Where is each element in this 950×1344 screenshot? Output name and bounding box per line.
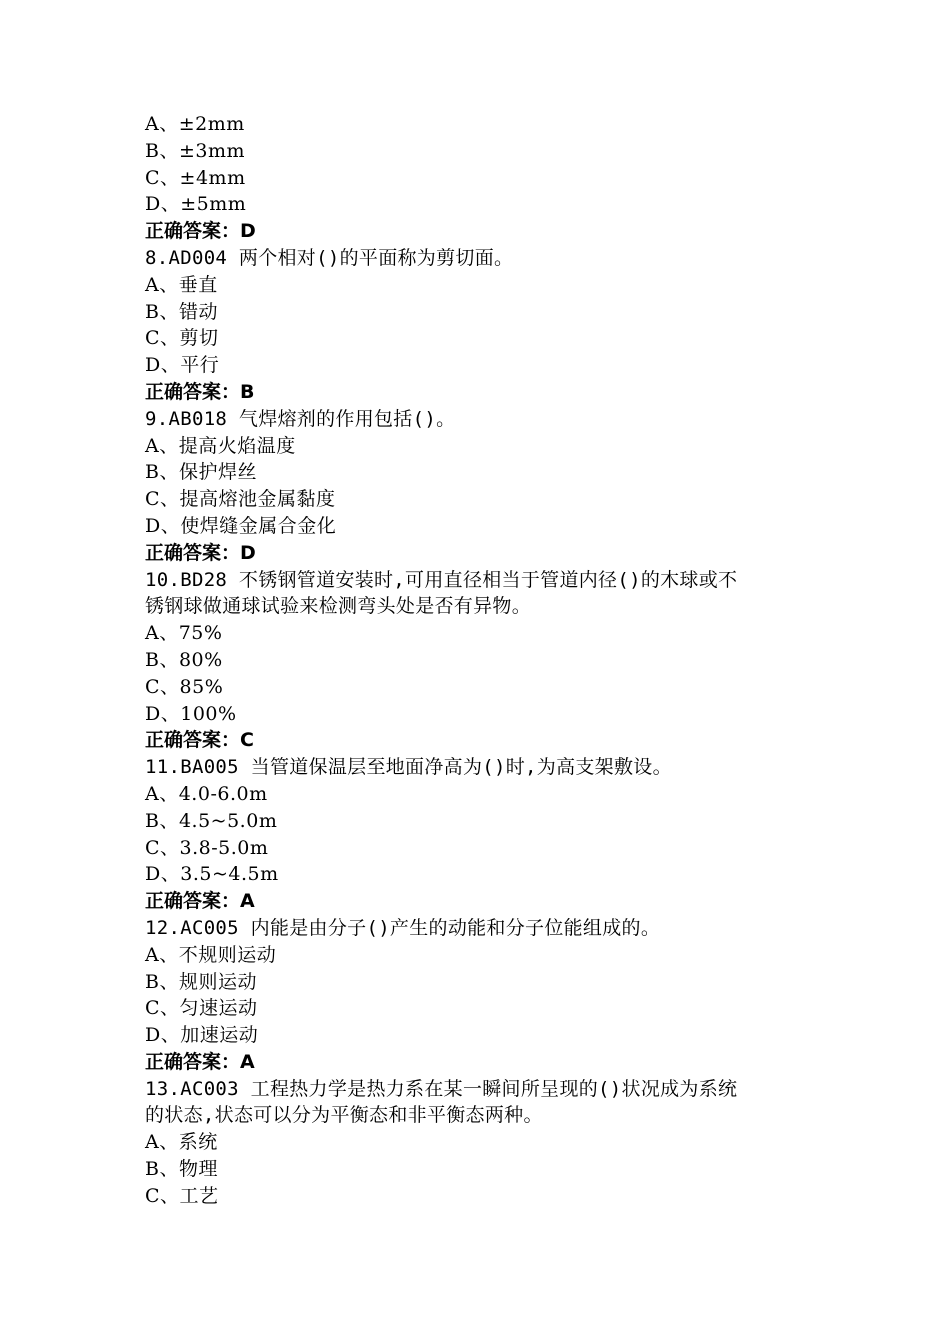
question-stem: 13.AC003 工程热力学是热力系在某一瞬间所呈现的()状况成为系统 <box>145 1077 738 1100</box>
option-a: A、4.0-6.0m <box>145 782 268 805</box>
option-d: D、平行 <box>145 354 220 377</box>
correct-answer: 正确答案：A <box>145 1050 255 1073</box>
option-d: D、±5mm <box>145 193 247 216</box>
option-c: C、剪切 <box>145 327 219 350</box>
option-b: B、4.5~5.0m <box>145 809 278 832</box>
option-a: A、垂直 <box>145 273 218 296</box>
option-a: A、提高火焰温度 <box>145 434 296 457</box>
option-c: C、85% <box>145 675 224 698</box>
option-a: A、系统 <box>145 1131 218 1154</box>
option-a: A、75% <box>145 622 223 645</box>
option-c: C、匀速运动 <box>145 997 258 1020</box>
question-stem-continued: 的状态,状态可以分为平衡态和非平衡态两种。 <box>145 1104 543 1127</box>
option-b: B、错动 <box>145 300 218 323</box>
option-d: D、100% <box>145 702 237 725</box>
correct-answer: 正确答案：D <box>145 220 256 243</box>
question-stem: 11.BA005 当管道保温层至地面净高为()时,为高支架敷设。 <box>145 756 672 779</box>
document-page <box>145 111 815 1210</box>
option-d: D、使焊缝金属合金化 <box>145 514 337 537</box>
question-stem: 12.AC005 内能是由分子()产生的动能和分子位能组成的。 <box>145 916 661 939</box>
option-b: B、±3mm <box>145 139 246 162</box>
option-c: C、3.8-5.0m <box>145 836 269 859</box>
question-stem-continued: 锈钢球做通球试验来检测弯头处是否有异物。 <box>145 595 532 618</box>
option-a: A、±2mm <box>145 113 245 135</box>
option-c: C、提高熔池金属黏度 <box>145 488 336 511</box>
question-stem: 8.AD004 两个相对()的平面称为剪切面。 <box>145 246 514 269</box>
option-b: B、保护焊丝 <box>145 461 257 484</box>
option-b: B、80% <box>145 648 223 671</box>
correct-answer: 正确答案：D <box>145 541 256 564</box>
option-d: D、加速运动 <box>145 1024 259 1047</box>
option-c: C、工艺 <box>145 1184 219 1207</box>
correct-answer: 正确答案：B <box>145 380 255 403</box>
correct-answer: 正确答案：C <box>145 729 254 752</box>
option-d: D、3.5~4.5m <box>145 863 279 886</box>
option-b: B、物理 <box>145 1158 218 1181</box>
option-c: C、±4mm <box>145 166 246 189</box>
question-stem: 9.AB018 气焊熔剂的作用包括()。 <box>145 407 456 430</box>
correct-answer: 正确答案：A <box>145 890 255 913</box>
question-stem: 10.BD28 不锈钢管道安装时,可用直径相当于管道内径()的木球或不 <box>145 568 738 591</box>
option-b: B、规则运动 <box>145 970 257 993</box>
option-a: A、不规则运动 <box>145 943 277 966</box>
